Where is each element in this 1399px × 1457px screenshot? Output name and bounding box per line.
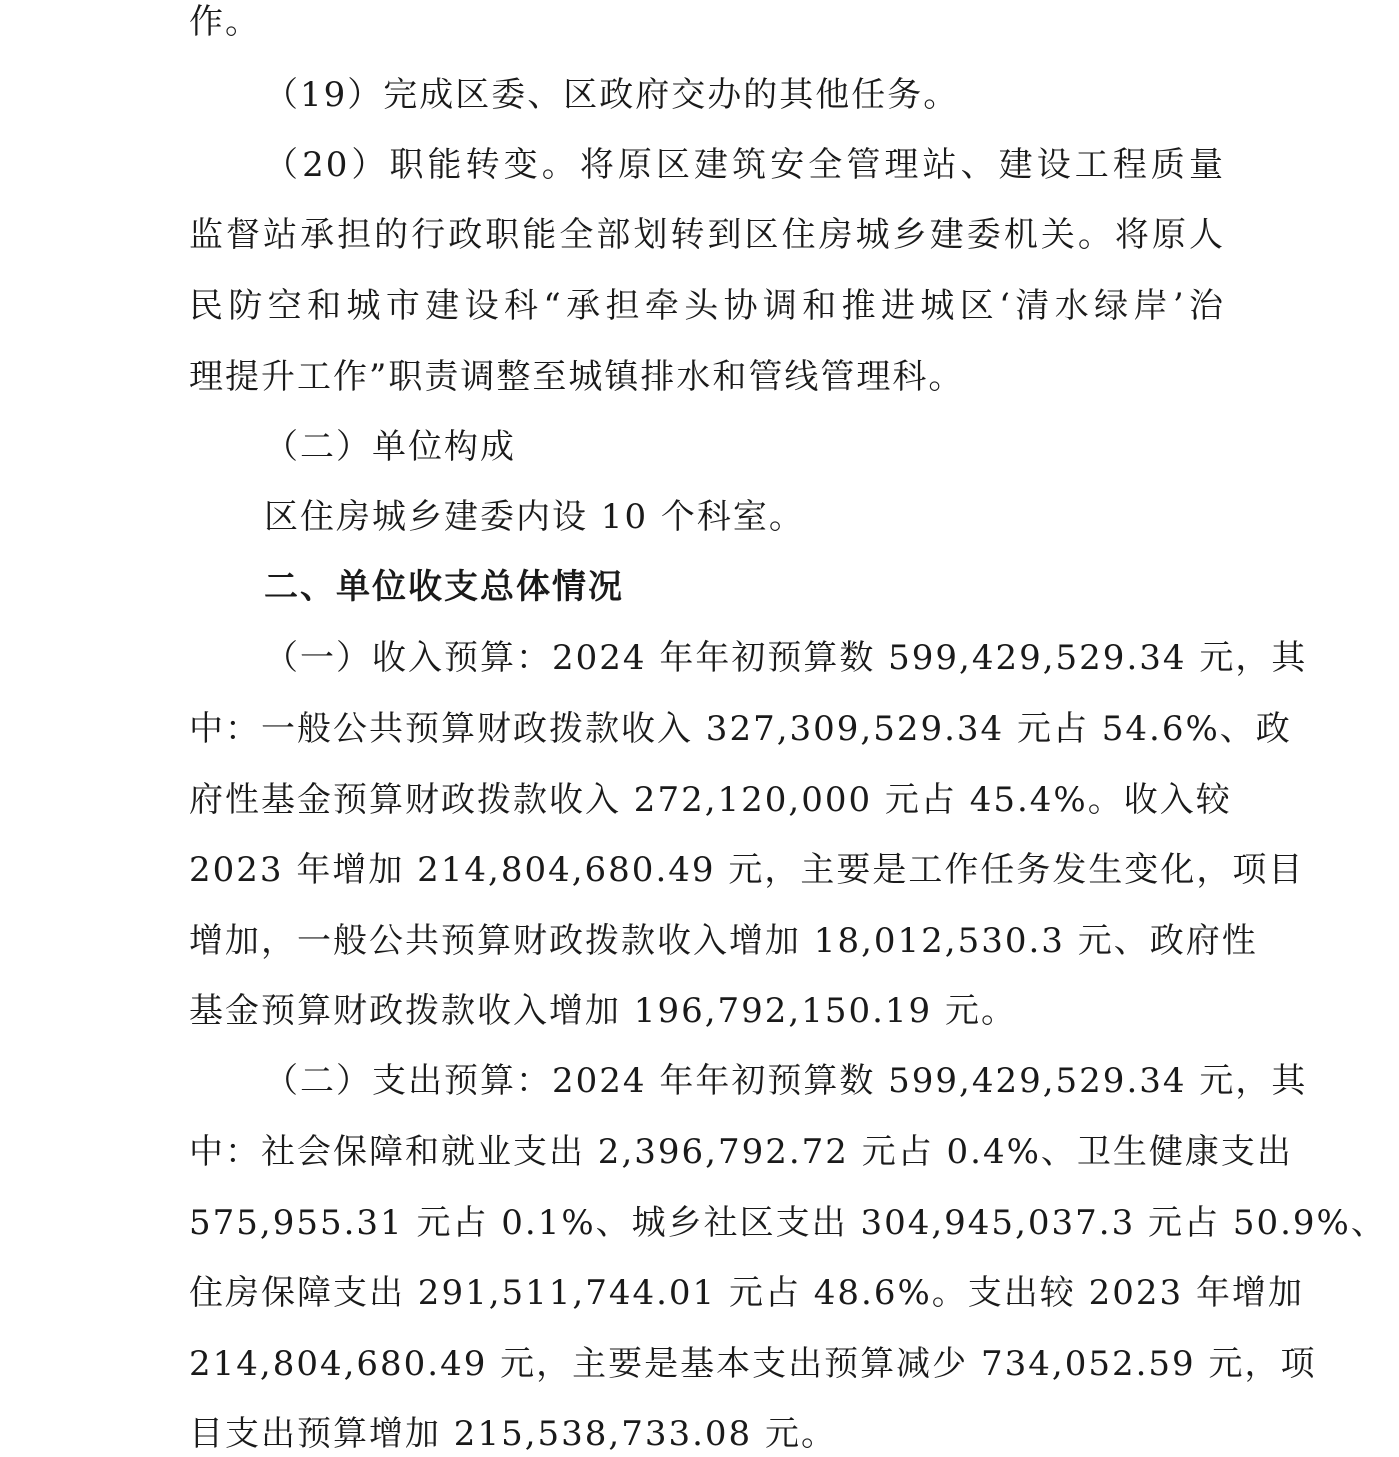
section-heading: 二、单位收支总体情况 (264, 567, 624, 607)
text-line: 214,804,680.49 元，主要是基本支出预算减少 734,052.59 元，项 (189, 1344, 1317, 1384)
text-line: 住房保障支出 291,511,744.01 元占 48.6%。支出较 2023 年增加 (189, 1273, 1304, 1313)
text-line: （一）收入预算：2024 年年初预算数 599,429,529.34 元，其 (264, 638, 1308, 678)
text-line: 增加，一般公共预算财政拨款收入增加 18,012,530.3 元、政府性 (189, 921, 1258, 961)
text-line: 基金预算财政拨款收入增加 196,792,150.19 元。 (189, 991, 1017, 1031)
text-line: 目支出预算增加 215,538,733.08 元。 (189, 1414, 837, 1454)
text-line: （二）支出预算：2024 年年初预算数 599,429,529.34 元，其 (264, 1061, 1308, 1101)
text-line: 中：一般公共预算财政拨款收入 327,309,529.34 元占 54.6%、政 (189, 709, 1292, 749)
text-line: 作。 (189, 2, 261, 42)
text-line: 府性基金预算财政拨款收入 272,120,000 元占 45.4%。收入较 (189, 780, 1232, 820)
text-line: 中：社会保障和就业支出 2,396,792.72 元占 0.4%、卫生健康支出 (189, 1132, 1293, 1172)
text-line: （19）完成区委、区政府交办的其他任务。 (264, 75, 960, 115)
text-line: 理提升工作”职责调整至城镇排水和管线管理科。 (189, 357, 965, 397)
text-line: 区住房城乡建委内设 10 个科室。 (264, 497, 805, 537)
text-line: 民防空和城市建设科“承担牵头协调和推进城区‘清水绿岸’治 (189, 286, 1225, 326)
section-heading: （二）单位构成 (264, 427, 516, 467)
text-line: （20）职能转变。将原区建筑安全管理站、建设工程质量 (264, 145, 1225, 185)
text-line: 575,955.31 元占 0.1%、城乡社区支出 304,945,037.3 元占 50.9%、 (189, 1203, 1387, 1243)
text-line: 监督站承担的行政职能全部划转到区住房城乡建委机关。将原人 (189, 215, 1225, 255)
text-line: 2023 年增加 214,804,680.49 元，主要是工作任务发生变化，项目 (189, 850, 1305, 890)
